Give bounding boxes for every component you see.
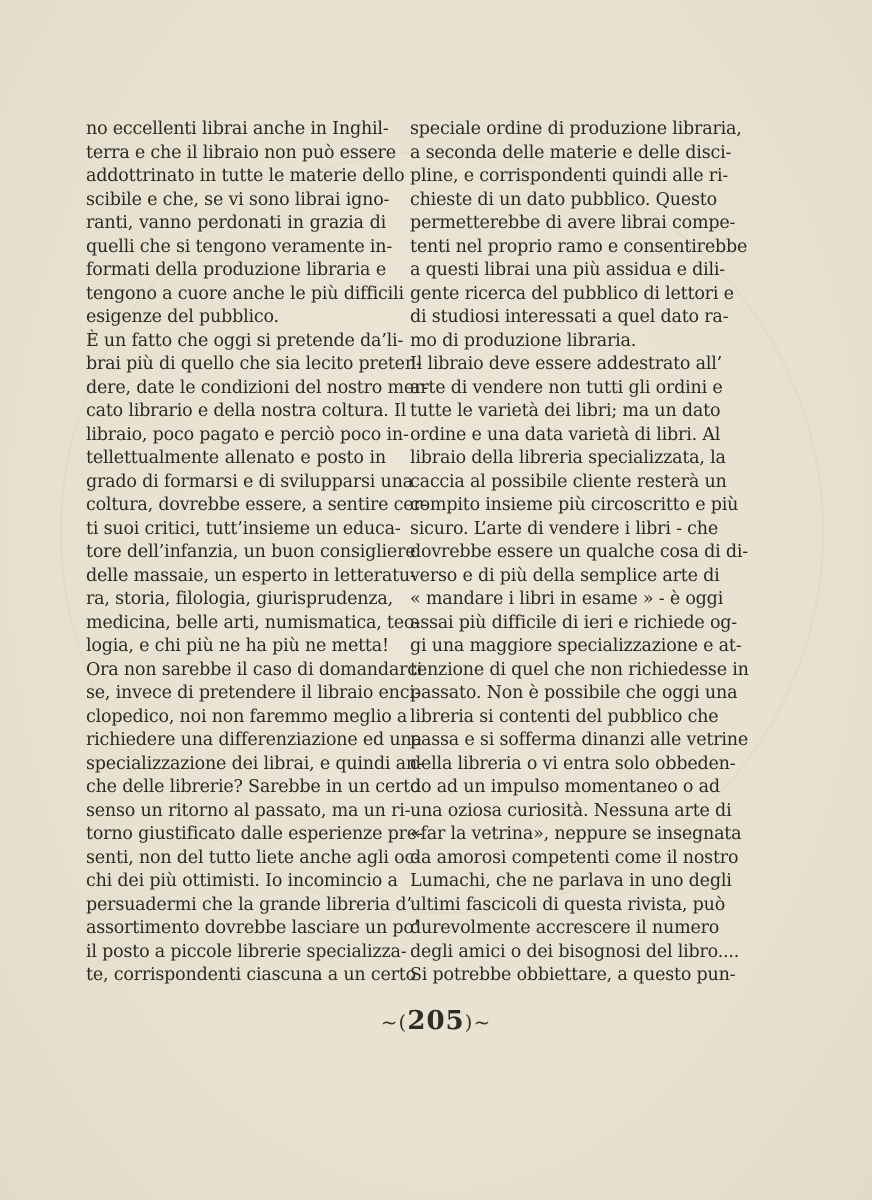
text-line: una oziosa curiosità. Nessuna arte di — [410, 800, 732, 821]
text-line: sicuro. L’arte di vendere i libri - che — [410, 518, 719, 539]
text-line: degli amici o dei bisognosi del libro.... — [410, 941, 740, 962]
text-line: tellettualmente allenato e posto in — [86, 448, 386, 468]
text-line: do ad un impulso momentaneo o ad — [410, 777, 720, 797]
text-line: Il libraio deve essere addestrato all’ — [410, 354, 723, 374]
text-line: specializzazione dei librai, e quindi an- — [86, 753, 423, 774]
text-line: compito insieme più circoscritto e più — [410, 495, 739, 515]
text-line: arte di vendere non tutti gli ordini e — [410, 377, 723, 398]
text-line: torno giustificato dalle esperienze pre- — [86, 824, 423, 844]
text-line: addottrinato in tutte le materie dello — [86, 166, 405, 186]
left-column — [86, 118, 428, 988]
text-line: passa e si sofferma dinanzi alle vetrine — [410, 730, 749, 750]
text-line: logia, e chi più ne ha più ne metta! — [86, 636, 389, 656]
page-number-text: 205 — [407, 1006, 465, 1036]
text-line: tutte le varietà dei libri; ma un dato — [410, 401, 721, 421]
right-column — [410, 118, 749, 988]
page-number-left-ornament: ~( — [380, 1010, 408, 1034]
text-line: durevolmente accrescere il numero — [410, 918, 720, 938]
text-line: chi dei più ottimisti. Io incomincio a — [86, 871, 398, 891]
text-line: coltura, dovrebbe essere, a sentire cer- — [86, 495, 428, 515]
text-line: della libreria o vi entra solo obbeden- — [410, 753, 736, 774]
text-line: tengono a cuore anche le più difficili — [86, 283, 404, 304]
text-line: terra e che il libraio non può essere — [86, 142, 396, 163]
text-line: ti suoi critici, tutt’insieme un educa- — [86, 518, 401, 539]
text-line: di studiosi interessati a quel dato ra- — [410, 307, 729, 327]
text-line: esigenze del pubblico. — [86, 307, 279, 327]
text-line: se, invece di pretendere il libraio enci- — [86, 683, 421, 703]
text-line: senti, non del tutto liete anche agli oc- — [86, 847, 420, 868]
text-line: verso e di più della semplice arte di — [410, 565, 720, 586]
text-line: senso un ritorno al passato, ma un ri- — [86, 800, 411, 821]
text-line: È un fatto che oggi si pretende da’li- — [86, 330, 404, 351]
text-line: clopedico, noi non faremmo meglio a — [86, 706, 408, 727]
text-line: assortimento dovrebbe lasciare un po’ — [86, 918, 420, 938]
text-line: dere, date le condizioni del nostro mer- — [86, 377, 428, 398]
text-line: persuadermi che la grande libreria d’ — [86, 894, 412, 915]
text-line: scibile e che, se vi sono librai igno- — [86, 189, 390, 210]
text-line: gi una maggiore specializzazione e at- — [410, 636, 742, 656]
text-line: il posto a piccole librerie specializza- — [86, 941, 407, 962]
text-line: pline, e corrispondenti quindi alle ri- — [410, 166, 729, 186]
text-line: « mandare i libri in esame » - è oggi — [410, 589, 724, 609]
text-line: libraio, poco pagato e perciò poco in- — [86, 424, 409, 445]
text-line: ranti, vanno perdonati in grazia di — [86, 213, 386, 233]
text-line: cato librario e della nostra coltura. Il — [86, 401, 407, 421]
text-line: permetterebbe di avere librai compe- — [410, 213, 736, 233]
text-line: speciale ordine di produzione libraria, — [410, 119, 742, 139]
text-line: delle massaie, un esperto in letteratu- — [86, 565, 416, 586]
text-line: medicina, belle arti, numismatica, teo- — [86, 612, 420, 633]
text-line: formati della produzione libraria e — [86, 260, 386, 280]
text-line: te, corrispondenti ciascuna a un certo — [86, 965, 416, 985]
text-line: Ora non sarebbe il caso di domandarci — [86, 659, 423, 680]
text-line: tenzione di quel che non richiedesse in — [410, 659, 749, 680]
text-line: gente ricerca del pubblico di lettori e — [410, 283, 734, 304]
text-line: ultimi fascicoli di questa rivista, può — [410, 894, 726, 915]
text-line: no eccellenti librai anche in Inghil- — [86, 119, 389, 139]
text-line: a questi librai una più assidua e dili- — [410, 260, 726, 280]
text-line: ra, storia, filologia, giurisprudenza, — [86, 589, 393, 609]
text-line: grado di formarsi e di svilupparsi una — [86, 471, 413, 492]
text-line: libreria si contenti del pubblico che — [410, 706, 719, 727]
text-line: Si potrebbe obbiettare, a questo pun- — [410, 965, 736, 985]
text-line: libraio della libreria specializzata, la — [410, 448, 726, 468]
text-line: tore dell’infanzia, un buon consigliere — [86, 542, 416, 562]
text-line: dovrebbe essere un qualche cosa di di- — [410, 542, 749, 562]
text-line: a seconda delle materie e delle disci- — [410, 142, 732, 163]
text-line: quelli che si tengono veramente in- — [86, 236, 393, 257]
page-number-right-ornament: )~ — [464, 1010, 492, 1034]
text-line: chieste di un dato pubblico. Questo — [410, 189, 717, 210]
text-line: caccia al possibile cliente resterà un — [410, 471, 727, 492]
text-line: ordine e una data varietà di libri. Al — [410, 424, 721, 445]
text-line: passato. Non è possibile che oggi una — [410, 683, 738, 703]
text-line: assai più difficile di ieri e richiede og- — [410, 612, 738, 633]
text-line: brai più di quello che sia lecito preten- — [86, 354, 422, 374]
text-line: che delle librerie? Sarebbe in un certo — [86, 777, 421, 797]
page-number — [0, 1006, 872, 1036]
text-line: «far la vetrina», neppure se insegnata — [410, 824, 742, 844]
text-line: da amorosi competenti come il nostro — [410, 847, 739, 868]
text-line: Lumachi, che ne parlava in uno degli — [410, 871, 732, 891]
text-line: mo di produzione libraria. — [410, 330, 637, 351]
text-line: richiedere una differenziazione ed una — [86, 730, 422, 750]
text-line: tenti nel proprio ramo e consentirebbe — [410, 236, 748, 257]
